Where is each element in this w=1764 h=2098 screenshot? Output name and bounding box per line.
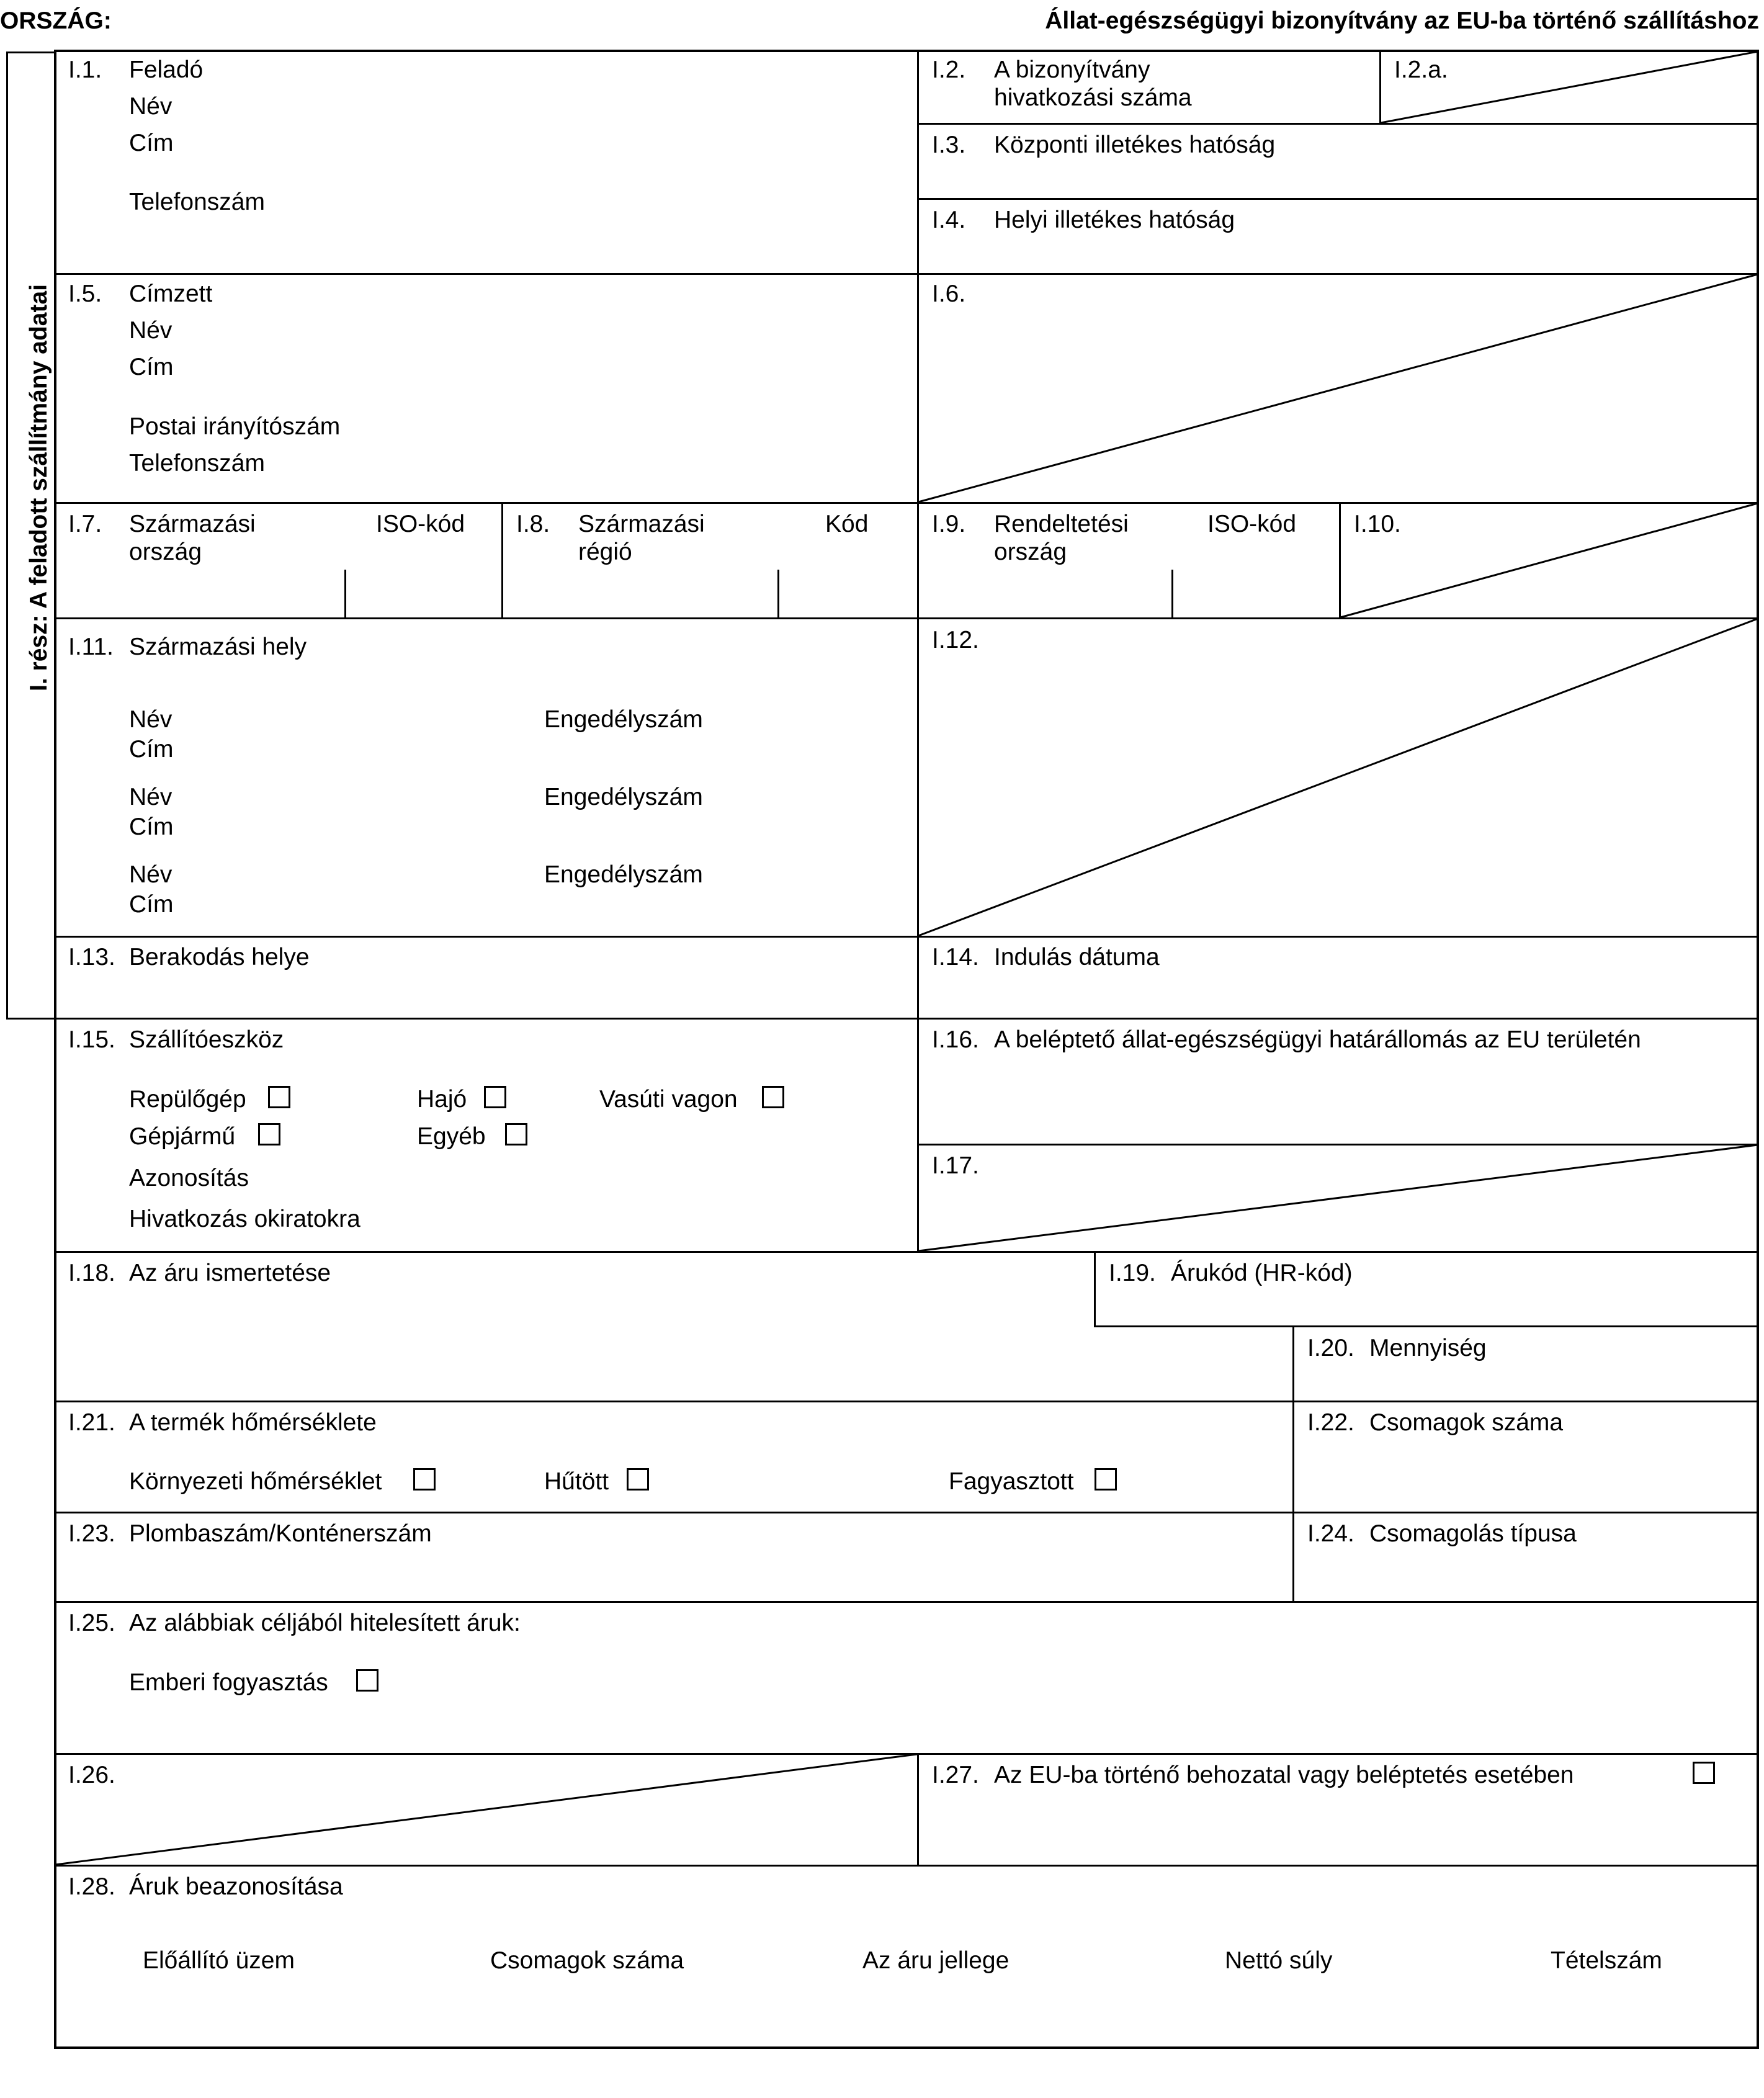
field-number-i9: I.9. [932,511,966,537]
option-ambient-label: Környezeti hőmérséklet [129,1468,382,1495]
field-number-i6: I.6. [932,280,966,307]
option-vehicle-label: Gépjármű [129,1123,236,1150]
column-net-weight: Nettó súly [1225,1947,1333,1974]
field-number-i5: I.5. [68,280,102,307]
field-number-i7: I.7. [68,511,102,537]
import-admission-checkbox[interactable] [1693,1762,1715,1784]
import-admission-label: Az EU-ba történő behozatal vagy beléptetés esetében [994,1762,1574,1788]
field-number-i11: I.11. [68,634,114,660]
region-code-label: Kód [825,511,869,537]
origin-address-label: Cím [129,736,174,763]
column-package-count: Csomagok száma [490,1947,684,1974]
origin-name-label: Név [129,784,172,810]
field-number-i1: I.1. [68,56,102,83]
origin-approval-label: Engedélyszám [544,784,703,810]
departure-date-label: Indulás dátuma [994,944,1160,971]
field-number-i18: I.18. [68,1260,115,1286]
transport-label: Szállítóeszköz [129,1026,284,1053]
field-number-i23: I.23. [68,1520,115,1547]
field-number-i21: I.21. [68,1409,115,1436]
consignee-phone-label: Telefonszám [129,450,265,477]
column-batch-number: Tételszám [1551,1947,1662,1974]
rail-wagon-checkbox[interactable] [762,1086,784,1108]
field-number-i8: I.8. [516,511,550,537]
option-frozen-label: Fagyasztott [949,1468,1074,1495]
reference-label-line2: hivatkozási száma [994,84,1192,111]
place-of-loading-label: Berakodás helye [129,944,310,971]
country-origin-iso-label: ISO-kód [376,511,465,537]
chilled-checkbox[interactable] [627,1468,649,1491]
commodity-code-label: Árukód (HR-kód) [1171,1260,1353,1286]
origin-name-label: Név [129,706,172,733]
plane-checkbox[interactable] [268,1086,290,1108]
field-number-i20: I.20. [1307,1335,1354,1361]
country-destination-line1: Rendeltetési [994,511,1129,537]
consignor-address-label: Cím [129,130,174,156]
field-number-i4: I.4. [932,207,966,233]
field-number-i3: I.3. [932,132,966,158]
identification-label: Azonosítás [129,1165,249,1191]
region-origin-line2: régió [578,539,632,565]
origin-approval-label: Engedélyszám [544,706,703,733]
consignor-phone-label: Telefonszám [129,189,265,215]
consignor-label: Feladó [129,56,204,83]
field-number-i2a: I.2.a. [1394,56,1448,83]
consignee-address-label: Cím [129,354,174,380]
field-number-i25: I.25. [68,1610,115,1636]
origin-address-label: Cím [129,891,174,918]
quantity-label: Mennyiség [1369,1335,1487,1361]
consignee-postal-label: Postai irányítószám [129,413,341,440]
country-label: ORSZÁG: [0,7,112,34]
consignee-name-label: Név [129,317,172,344]
human-consumption-checkbox[interactable] [356,1669,378,1692]
part-one-label: I. rész: A feladott szállítmány adatai [25,284,52,691]
field-number-i22: I.22. [1307,1409,1354,1436]
option-rail-label: Vasúti vagon [599,1086,738,1113]
field-number-i12: I.12. [932,627,979,653]
origin-approval-label: Engedélyszám [544,861,703,888]
country-destination-line2: ország [994,539,1067,565]
documents-reference-label: Hivatkozás okiratokra [129,1206,360,1232]
place-of-origin-label: Származási hely [129,634,307,660]
option-human-consumption-label: Emberi fogyasztás [129,1669,328,1696]
option-plane-label: Repülőgép [129,1086,246,1113]
product-temperature-label: A termék hőmérséklete [129,1409,377,1436]
certificate-title: Állat-egészségügyi bizonyítvány az EU-ba történő szállításhoz [1045,7,1759,34]
ship-checkbox[interactable] [484,1086,506,1108]
field-number-i13: I.13. [68,944,115,971]
option-chilled-label: Hűtött [544,1468,609,1495]
country-destination-iso-label: ISO-kód [1207,511,1297,537]
field-number-i28: I.28. [68,1873,115,1900]
origin-name-label: Név [129,861,172,888]
option-other-label: Egyéb [417,1123,486,1150]
local-authority-label: Helyi illetékes hatóság [994,207,1235,233]
column-nature-of-goods: Az áru jellege [862,1947,1010,1974]
field-number-i19: I.19. [1109,1260,1156,1286]
origin-address-label: Cím [129,814,174,840]
other-transport-checkbox[interactable] [505,1123,527,1145]
reference-label-line1: A bizonyítvány [994,56,1150,83]
field-number-i24: I.24. [1307,1520,1354,1547]
field-number-i17: I.17. [932,1152,979,1179]
field-number-i27: I.27. [932,1762,979,1788]
consignee-label: Címzett [129,280,213,307]
package-type-label: Csomagolás típusa [1369,1520,1577,1547]
package-count-label: Csomagok száma [1369,1409,1564,1436]
ambient-checkbox[interactable] [413,1468,436,1491]
field-number-i16: I.16. [932,1026,979,1053]
consignor-name-label: Név [129,93,172,120]
option-ship-label: Hajó [417,1086,467,1113]
road-vehicle-checkbox[interactable] [258,1123,280,1145]
field-number-i2: I.2. [932,56,966,83]
region-origin-line1: Származási [578,511,705,537]
border-post-label: A beléptető állat-egészségügyi határállomás az EU területén [994,1026,1641,1053]
certified-purpose-label: Az alábbiak céljából hitelesített áruk: [129,1610,521,1636]
central-authority-label: Központi illetékes hatóság [994,132,1276,158]
field-number-i14: I.14. [932,944,979,971]
goods-identification-label: Áruk beazonosítása [129,1873,343,1900]
country-origin-line2: ország [129,539,202,565]
column-establishment: Előállító üzem [143,1947,295,1974]
field-number-i15: I.15. [68,1026,115,1053]
frozen-checkbox[interactable] [1095,1468,1117,1491]
goods-description-label: Az áru ismertetése [129,1260,331,1286]
seal-container-label: Plombaszám/Konténerszám [129,1520,432,1547]
field-number-i26: I.26. [68,1762,115,1788]
field-number-i10: I.10. [1354,511,1401,537]
country-origin-line1: Származási [129,511,256,537]
